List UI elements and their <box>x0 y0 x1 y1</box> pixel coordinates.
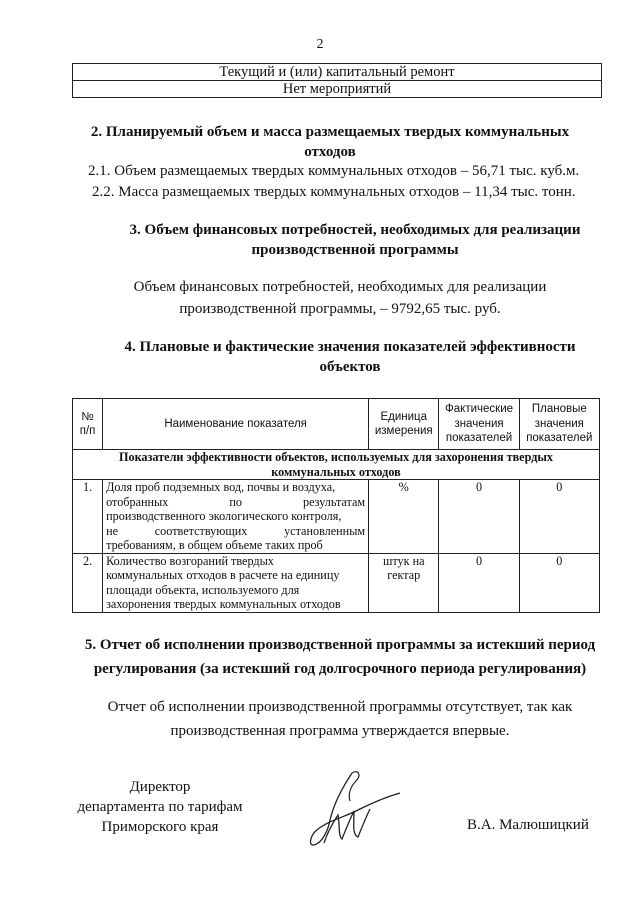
section3-text <box>60 277 620 319</box>
section5-text-line2: производственная программа утверждается впервые. <box>170 723 510 739</box>
section3-text-line1: Объем финансовых потребностей, необходимых для реализации <box>133 279 547 295</box>
row2-name-line: Количество возгораний твердых <box>106 553 274 568</box>
header-name: Наименование показателя <box>103 399 369 450</box>
signatory-position-line: Приморского края <box>101 819 219 835</box>
header-num: № п/п <box>73 399 103 450</box>
efficiency-table <box>72 398 600 613</box>
row2-unit: штук на гектар <box>369 553 439 612</box>
table-header-row <box>73 399 600 450</box>
section4-title <box>80 337 620 377</box>
handwritten-signature <box>300 765 410 850</box>
section4-title-line2: объектов <box>319 359 381 375</box>
row2-name <box>103 553 369 612</box>
signatory-position <box>60 777 260 837</box>
header-actual: Фактические значения показателей <box>439 399 519 450</box>
row1-name-line: не соответствующих установленным <box>106 523 366 538</box>
section2-title-line1: 2. Планируемый объем и масса размещаемых твердых коммунальных <box>90 124 570 140</box>
signatory-position-line: департамента по тарифам <box>77 799 243 815</box>
section2-title-line2: отходов <box>304 144 356 160</box>
section2-title <box>60 122 600 162</box>
section5-text <box>50 697 630 741</box>
repair-table-header: Текущий и (или) капитальный ремонт <box>73 64 602 81</box>
row1-name-line: Доля проб подземных вод, почвы и воздуха, <box>106 480 336 494</box>
section3-text-line2: производственной программы, – 9792,65 тыс. руб. <box>179 301 501 317</box>
section5-title-line2: регулирования (за истекший год долгосрочного периода регулирования) <box>93 661 587 677</box>
row1-unit: % <box>369 480 439 554</box>
section4-title-line1: 4. Плановые и фактические значения показателей эффективности <box>124 339 576 355</box>
row1-name-line: производственного экологического контроля, <box>106 509 342 523</box>
page-number: 2 <box>316 37 324 52</box>
repair-table-value: Нет мероприятий <box>73 81 602 98</box>
table-section-label: Показатели эффективности объектов, используемых для захоронения твердых коммунальных отходов <box>73 450 600 480</box>
table-row <box>73 553 600 612</box>
row2-planned: 0 <box>519 553 599 612</box>
row1-num: 1. <box>73 480 103 554</box>
section5-title <box>50 635 630 679</box>
section5-title-line1: 5. Отчет об исполнении производственной программы за истекший период <box>84 637 596 653</box>
row2-num: 2. <box>73 553 103 612</box>
row2-actual: 0 <box>439 553 519 612</box>
header-planned: Плановые значения показателей <box>519 399 599 450</box>
signatory-name: В.А. Малюшицкий <box>467 817 589 833</box>
section3-title-line1: 3. Объем финансовых потребностей, необходимых для реализации <box>129 222 581 238</box>
row1-name-line: отобранных по результатам <box>106 494 366 509</box>
row1-actual: 0 <box>439 480 519 554</box>
signatory-position-line: Директор <box>129 779 191 795</box>
section5-text-line1: Отчет об исполнении производственной программы отсутствует, так как <box>107 699 573 715</box>
row2-name-line: площади объекта, используемого для <box>106 582 300 597</box>
repair-table <box>72 63 602 98</box>
section2-item2: 2.2. Масса размещаемых твердых коммунальных отходов – 11,34 тыс. тонн. <box>92 184 576 200</box>
row1-planned: 0 <box>519 480 599 554</box>
row2-name-line: захоронения твердых коммунальных отходов <box>106 597 341 611</box>
section3-title <box>100 220 610 260</box>
section2-item1: 2.1. Объем размещаемых твердых коммунальных отходов – 56,71 тыс. куб.м. <box>88 163 580 179</box>
table-section-row <box>73 450 600 480</box>
row2-name-line: коммунальных отходов в расчете на единицу <box>106 568 340 582</box>
row1-name <box>103 480 369 554</box>
table-row <box>73 480 600 554</box>
header-unit: Единица измерения <box>369 399 439 450</box>
row1-name-line: требованиям, в общем объеме таких проб <box>106 538 323 552</box>
section3-title-line2: производственной программы <box>251 242 459 258</box>
